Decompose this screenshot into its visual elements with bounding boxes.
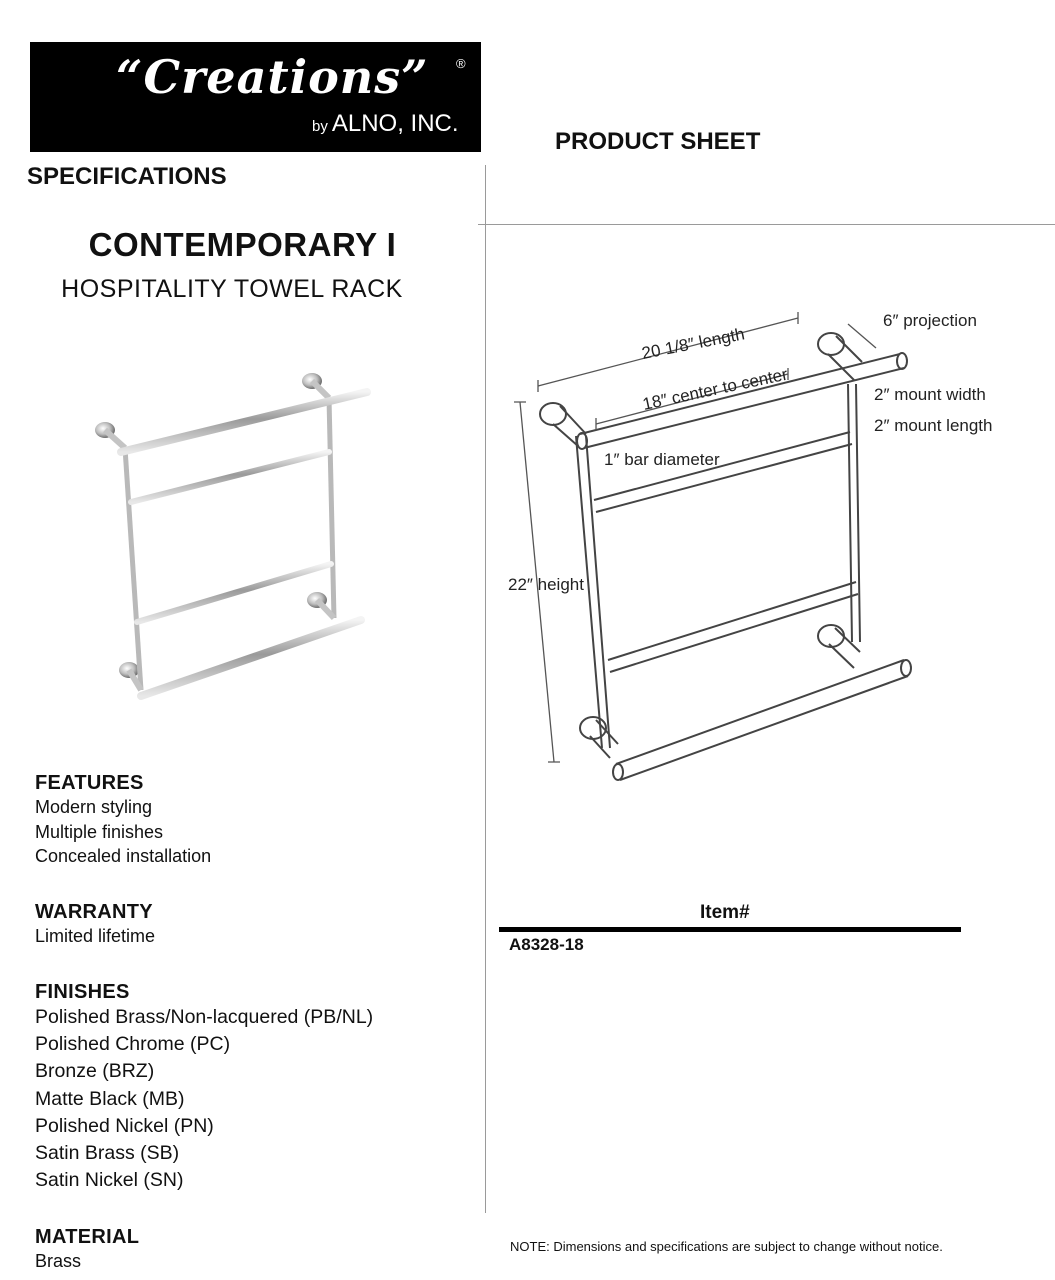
material-item: Brass	[35, 1251, 82, 1271]
dim-center-to-center: 18″ center to center	[640, 364, 790, 414]
features-section	[35, 772, 211, 869]
dim-bar-diameter: 1″ bar diameter	[604, 450, 720, 469]
warranty-heading: WARRANTY	[35, 901, 153, 923]
finish-item: Satin Brass (SB)	[35, 1142, 180, 1165]
item-table-rule	[499, 927, 961, 932]
product-name: CONTEMPORARY I	[88, 226, 397, 263]
item-number-value: A8328-18	[509, 935, 584, 954]
finish-item: Bronze (BRZ)	[35, 1060, 155, 1083]
feature-item: Concealed installation	[35, 846, 212, 867]
brand-logo	[30, 42, 481, 152]
dim-projection: 6″ projection	[883, 311, 977, 330]
dim-mount-width: 2″ mount width	[874, 385, 986, 404]
logo-by-text: by	[312, 118, 328, 135]
finishes-list	[35, 1004, 373, 1194]
logo-registered-mark: ®	[456, 56, 466, 71]
header-divider	[478, 224, 1055, 225]
dimension-diagram	[498, 296, 998, 808]
dim-mount-length: 2″ mount length	[874, 416, 993, 435]
finish-item: Polished Nickel (PN)	[35, 1114, 214, 1137]
logo-brand-text: “Creations”	[116, 50, 429, 104]
warranty-section	[35, 901, 155, 949]
finishes-section	[35, 981, 373, 1194]
logo-byline	[312, 110, 459, 138]
material-heading: MATERIAL	[35, 1226, 140, 1248]
column-divider	[485, 165, 486, 1213]
finish-item: Matte Black (MB)	[35, 1087, 185, 1110]
dim-length: 20 1/8″ length	[640, 324, 747, 363]
features-list	[35, 795, 211, 869]
dim-height: 22″ height	[508, 575, 584, 594]
warranty-list	[35, 924, 155, 949]
towel-rack-photo	[85, 360, 395, 722]
product-subtitle: HOSPITALITY TOWEL RACK	[61, 275, 403, 303]
feature-item: Modern styling	[35, 797, 153, 817]
finish-item: Satin Nickel (SN)	[35, 1169, 184, 1192]
footnote: NOTE: Dimensions and specifications are subject to change without notice.	[510, 1239, 943, 1254]
product-sheet-heading: PRODUCT SHEET	[555, 128, 761, 155]
finishes-heading: FINISHES	[35, 981, 130, 1003]
material-section	[35, 1226, 139, 1274]
logo-company-text: ALNO, INC.	[331, 110, 459, 137]
material-list	[35, 1249, 139, 1274]
item-number-heading: Item#	[700, 902, 750, 923]
features-heading: FEATURES	[35, 772, 144, 794]
finish-item: Polished Chrome (PC)	[35, 1033, 231, 1056]
specifications-heading: SPECIFICATIONS	[27, 163, 227, 190]
feature-item: Multiple finishes	[35, 821, 164, 842]
finish-item: Polished Brass/Non-lacquered (PB/NL)	[35, 1006, 374, 1028]
warranty-item: Limited lifetime	[35, 926, 156, 946]
